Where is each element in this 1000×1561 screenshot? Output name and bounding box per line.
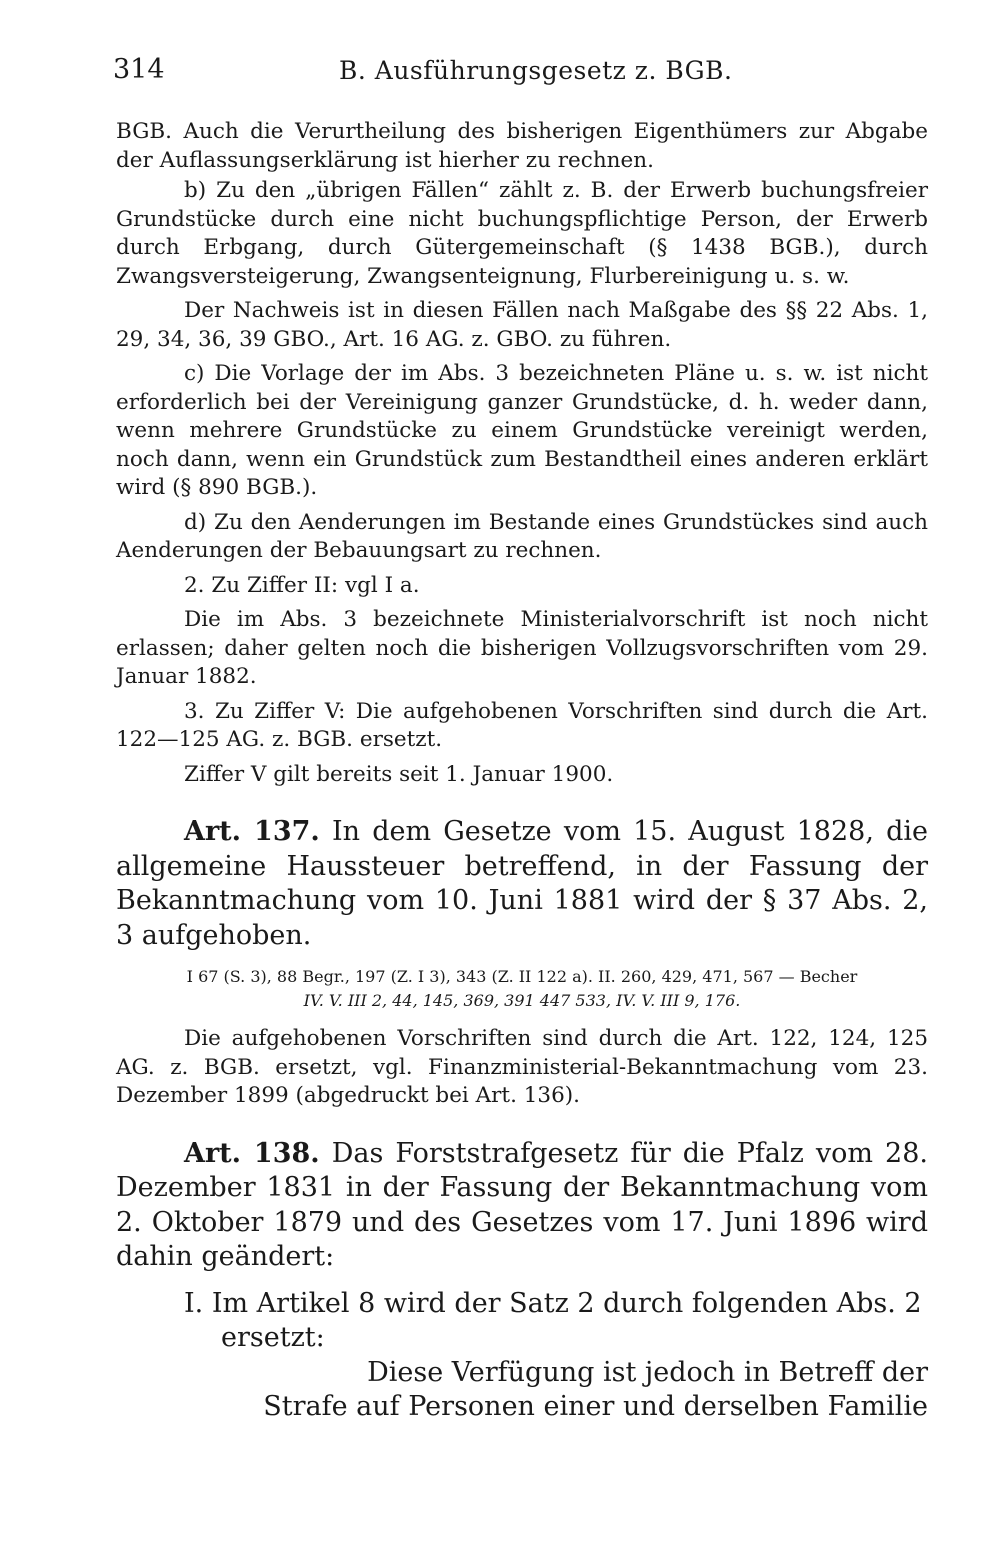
paragraph-ministerialvorschrift: Die im Abs. 3 bezeichnete Ministerialvorschrift ist noch nicht erlassen; daher gelten noch die bisherigen Vollzugsvorschriften vom 29. Januar 1882. bbox=[116, 607, 928, 689]
paragraph-d: d) Zu den Aenderungen im Bestande eines Grundstückes sind auch Aenderungen der Bebauungsart zu rechnen. bbox=[116, 509, 928, 563]
article-138-text: Das Forststrafgesetz für die Pfalz vom 28. Dezember 1831 in der Fassung der Bekanntmachung vom 2. Oktober 1879 und des Gesetzes vom 17. Juni 1896 wird dahin geändert: bbox=[116, 1137, 928, 1272]
article-138-item-1-continuation: ersetzt: bbox=[221, 1322, 325, 1353]
quoted-text-line-2: Strafe auf Personen einer und derselben Familie bbox=[263, 1391, 928, 1422]
paragraph-ziffer-3: 3. Zu Ziffer V: Die aufgehobenen Vorschriften sind durch die Art. 122—125 AG. z. BGB. ersetzt. bbox=[116, 698, 928, 752]
article-137-references bbox=[116, 965, 928, 1013]
page-body bbox=[116, 118, 928, 1425]
article-138-item-1: I. Im Artikel 8 wird der Satz 2 durch folgenden Abs. 2 bbox=[184, 1287, 922, 1319]
references-line-2: IV. V. III 2, 44, 145, 369, 391 447 533, IV. V. III 9, 176. bbox=[303, 991, 741, 1010]
running-head: B. Ausführungsgesetz z. BGB. bbox=[339, 56, 733, 85]
paragraph-nachweis: Der Nachweis ist in diesen Fällen nach Maßgabe des §§ 22 Abs. 1, 29, 34, 36, 39 GBO., Art. 16 AG. z. GBO. zu führen. bbox=[116, 298, 928, 352]
paragraph-continuation: BGB. Auch die Verurtheilung des bisherigen Eigenthümers zur Abgabe der Auflassungserklärung ist hierher zu rechnen. bbox=[116, 119, 928, 173]
paragraph-ziffer-v: Ziffer V gilt bereits seit 1. Januar 1900. bbox=[184, 761, 614, 787]
page-header bbox=[113, 54, 928, 94]
quoted-text-line-1: Diese Verfügung ist jedoch in Betreff der bbox=[367, 1356, 928, 1388]
paragraph-c: c) Die Vorlage der im Abs. 3 bezeichneten Pläne u. s. w. ist nicht erforderlich bei der Vereinigung ganzer Grundstücke, d. h. weder dann, wenn mehrere Grundstücke zu einem Grundstücke vereinigt werden, noch dann, wenn ein Grundstück zum Bestandtheil eines anderen erklärt wird (§ 890 BGB.). bbox=[116, 361, 928, 500]
paragraph-b: b) Zu den „übrigen Fällen“ zählt z. B. der Erwerb buchungsfreier Grundstücke durch eine nicht buchungspflichtige Person, der Erwerb durch Erbgang, durch Gütergemeinschaft (§ 1438 BGB.), durch Zwangsversteigerung, Zwangsenteignung, Flurbereinigung u. s. w. bbox=[116, 178, 928, 289]
page-number: 314 bbox=[113, 54, 165, 85]
paragraph-ziffer-2: 2. Zu Ziffer II: vgl I a. bbox=[184, 572, 420, 598]
article-138-label: Art. 138. bbox=[184, 1137, 320, 1169]
article-137-label: Art. 137. bbox=[184, 816, 320, 847]
article-137-note: Die aufgehobenen Vorschriften sind durch die Art. 122, 124, 125 AG. z. BGB. ersetzt, vgl. Finanzministerial-Bekanntmachung vom 23. Dezember 1899 (abgedruckt bei Art. 136). bbox=[116, 1026, 928, 1108]
article-137-text: In dem Gesetze vom 15. August 1828, die allgemeine Haussteuer betreffend, in der Fassung der Bekanntmachung vom 10. Juni 1881 wird der § 37 Abs. 2, 3 aufgehoben. bbox=[116, 816, 928, 951]
article-137 bbox=[116, 815, 928, 953]
references-line-1: I 67 (S. 3), 88 Begr., 197 (Z. I 3), 343 (Z. II 122 a). II. 260, 429, 471, 567 — Becher bbox=[186, 967, 858, 986]
article-138 bbox=[116, 1137, 928, 1275]
